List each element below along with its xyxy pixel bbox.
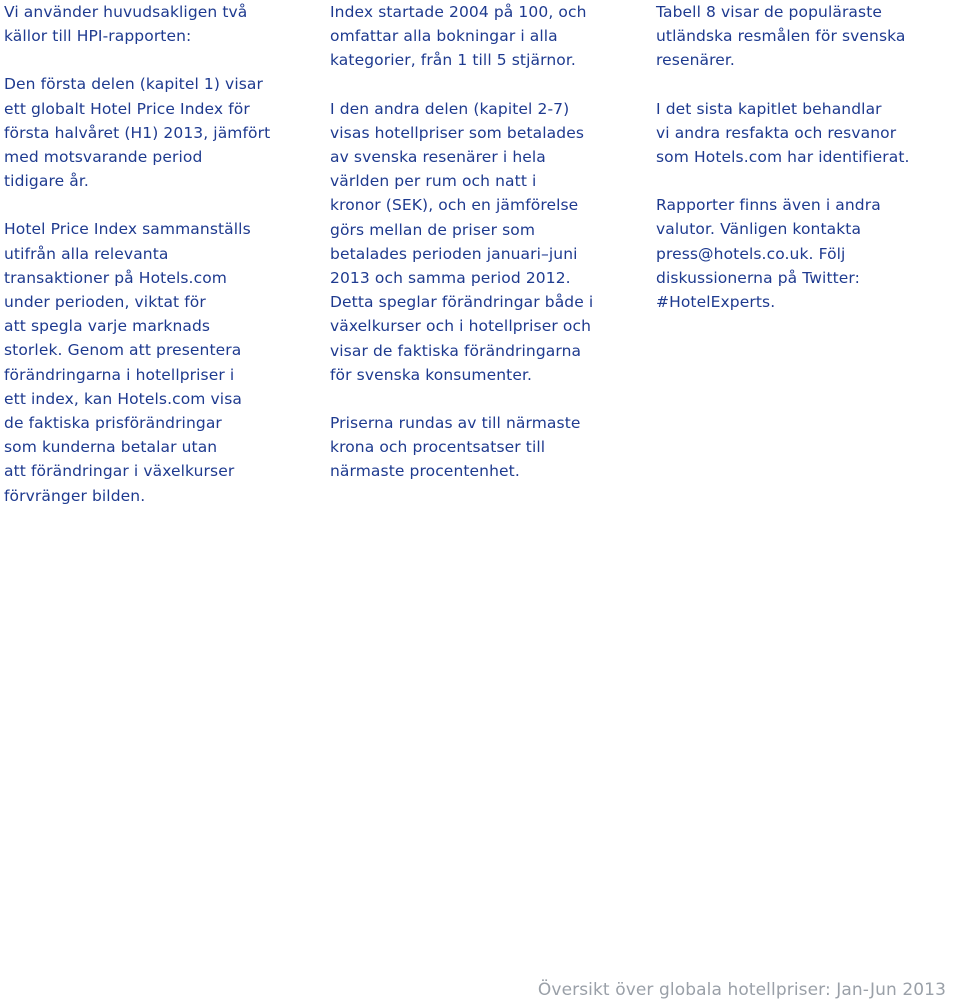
text-column-3 bbox=[656, 0, 956, 314]
paragraph-data-sources: Vi använder huvudsakligen två källor till HPI-rapporten: bbox=[4, 3, 248, 46]
paragraph-chapter-2-7: I den andra delen (kapitel 2-7) visas hotellpriser som betalades av svenska resenärer i hela världen per rum och natt i kronor (SEK), och en jämförelse görs mellan de priser som betalades perioden januari–juni 2013 och samma period 2012. Detta speglar förändringar både i växelkurser och i hotellpriser och visar de faktiska förändringarna för svenska konsumenter. bbox=[330, 99, 594, 384]
paragraph-index-compilation: Hotel Price Index sammanställs utifrån alla relevanta transaktioner på Hotels.com under perioden, viktat för att spegla varje marknads storlek. Genom att presentera förändringarna i hotellpriser i ett index, kan Hotels.com visa de faktiska prisförändringar som kunderna betalar utan att förändringar i växelkurser förvränger bilden. bbox=[4, 220, 251, 505]
text-column-1 bbox=[4, 0, 304, 508]
paragraph-chapter-1: Den första delen (kapitel 1) visar ett globalt Hotel Price Index för första halvåret (H1) 2013, jämfört med motsvarande period tidigare år. bbox=[4, 75, 271, 191]
paragraph-contact: Rapporter finns även i andra valutor. Vänligen kontakta press@hotels.co.uk. Följ diskussionerna på Twitter: #HotelExperts. bbox=[656, 196, 881, 312]
text-column-2 bbox=[330, 0, 630, 484]
footer-report-title: Översikt över globala hotellpriser: Jan-Jun 2013 bbox=[537, 980, 946, 1000]
paragraph-last-chapter: I det sista kapitlet behandlar vi andra resfakta och resvanor som Hotels.com har identifierat. bbox=[656, 99, 910, 167]
paragraph-table-8: Tabell 8 visar de populäraste utländska resmålen för svenska resenärer. bbox=[656, 3, 906, 70]
paragraph-rounding: Priserna rundas av till närmaste krona och procentsatser till närmaste procentenhet. bbox=[330, 414, 581, 481]
paragraph-index-start: Index startade 2004 på 100, och omfattar alla bokningar i alla kategorier, från 1 till 5 stjärnor. bbox=[330, 3, 587, 70]
